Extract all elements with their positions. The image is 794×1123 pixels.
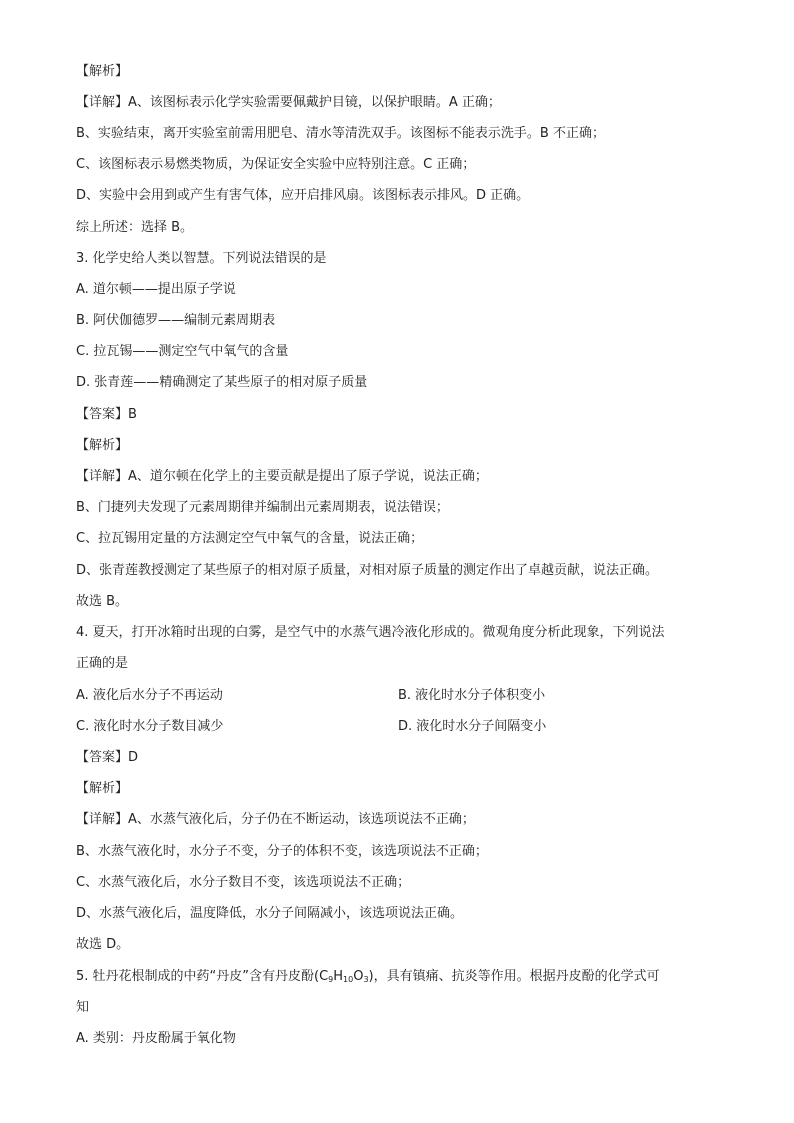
question-4-stem-line-2: 正确的是 — [76, 656, 129, 671]
question-4-option-c: C. 液化时水分子数目减少 — [76, 719, 224, 734]
question-3-conclusion: 故选 B。 — [76, 594, 129, 609]
question-3-option-c: C. 拉瓦锡——测定空气中氧气的含量 — [76, 344, 289, 359]
q5-text-before: 5. 牡丹花根制成的中药“丹皮”含有丹皮酚(C — [76, 969, 329, 984]
question-3-option-a: A. 道尔顿——提出原子学说 — [76, 282, 236, 297]
q5-sub-2: 10 — [343, 975, 354, 984]
q5-text-after: )，具有镇痛、抗炎等作用。根据丹皮酚的化学式可 — [368, 969, 660, 984]
question-5-stem-line-1 — [76, 967, 660, 987]
q5-text-mid-1: H — [333, 969, 344, 984]
line-xiangjie-a-1: 【详解】A、该图标表示化学实验需要佩戴护目镜，以保护眼睛。A 正确； — [76, 95, 501, 110]
line-xiangjie-d-1: D、实验中会用到或产生有害气体，应开启排风扇。该图标表示排风。D 正确。 — [76, 188, 530, 203]
question-5-stem-line-2: 知 — [76, 1000, 90, 1015]
question-4-option-a: A. 液化后水分子不再运动 — [76, 688, 223, 703]
line-summary-1: 综上所述：选择 B。 — [76, 220, 194, 235]
question-5-option-a: A. 类别：丹皮酚属于氧化物 — [76, 1031, 236, 1046]
question-3-option-b: B. 阿伏伽德罗——编制元素周期表 — [76, 313, 276, 328]
question-4-option-b: B. 液化时水分子体积变小 — [398, 688, 546, 703]
question-4-jiexi: 【解析】 — [76, 781, 129, 796]
line-xiangjie-c-1: C、该图标表示易燃类物质，为保证安全实验中应特别注意。C 正确； — [76, 157, 476, 172]
question-4-xiangjie-d: D、水蒸气液化后，温度降低，水分子间隔减小，该选项说法正确。 — [76, 906, 464, 921]
question-4-conclusion: 故选 D。 — [76, 937, 130, 952]
question-4-xiangjie-c: C、水蒸气液化后，水分子数目不变，该选项说法不正确； — [76, 875, 411, 890]
question-4-option-d: D. 液化时水分子间隔变小 — [398, 719, 547, 734]
question-3-xiangjie-c: C、拉瓦锡用定量的方法测定空气中氧气的含量，说法正确； — [76, 531, 424, 546]
q5-text-mid-2: O — [353, 969, 364, 984]
question-4-xiangjie-b: B、水蒸气液化时，水分子不变，分子的体积不变，该选项说法不正确； — [76, 844, 488, 859]
question-4-stem-line-1: 4. 夏天，打开冰箱时出现的白雾，是空气中的水蒸气遇冷液化形成的。微观角度分析此现象，下列说法 — [76, 625, 665, 640]
question-3-option-d: D. 张青莲——精确测定了某些原子的相对原子质量 — [76, 375, 368, 390]
line-xiangjie-b-1: B、实验结束，离开实验室前需用肥皂、清水等清洗双手。该图标不能表示洗手。B 不正确； — [76, 126, 605, 141]
q5-sub-3: 3 — [363, 975, 369, 984]
question-4-answer: 【答案】D — [76, 750, 139, 765]
question-3-stem: 3. 化学史给人类以智慧。下列说法错误的是 — [76, 251, 327, 266]
q5-sub-1: 9 — [328, 975, 334, 984]
question-4-xiangjie-a: 【详解】A、水蒸气液化后，分子仍在不断运动，该选项说法不正确； — [76, 812, 475, 827]
question-3-jiexi: 【解析】 — [76, 438, 129, 453]
question-3-xiangjie-d: D、张青莲教授测定了某些原子的相对原子质量，对相对原子质量的测定作出了卓越贡献，说法正确。 — [76, 563, 659, 578]
line-jiexi-1: 【解析】 — [76, 64, 129, 79]
question-3-answer: 【答案】B — [76, 407, 137, 422]
question-3-xiangjie-b: B、门捷列夫发现了元素周期律并编制出元素周期表，说法错误； — [76, 500, 449, 515]
question-3-xiangjie-a: 【详解】A、道尔顿在化学上的主要贡献是提出了原子学说，说法正确； — [76, 469, 488, 484]
